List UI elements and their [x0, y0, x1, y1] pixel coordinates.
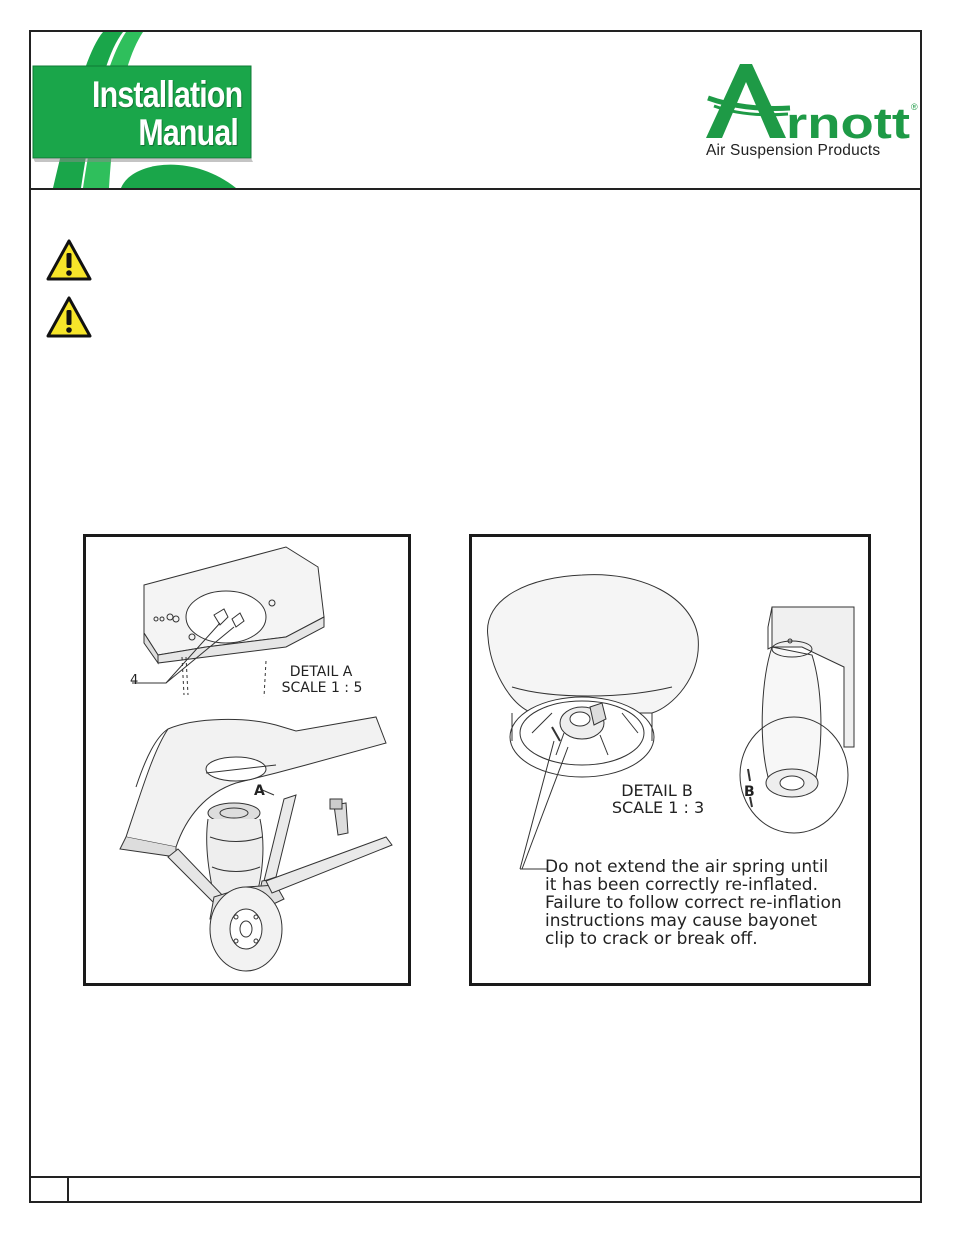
note-line: instructions may cause bayonet [545, 911, 818, 931]
header-divider [29, 188, 922, 190]
detail-b-title: DETAIL B [621, 781, 693, 800]
brand-wordmark: rnott [786, 99, 911, 148]
registered-mark: ® [911, 102, 918, 112]
rear-axle-drawing [86, 537, 408, 983]
note-line: Do not extend the air spring until [545, 857, 829, 877]
banner-title-line2: Manual [138, 112, 238, 153]
note-line: clip to crack or break off. [545, 929, 758, 949]
note-line: Failure to follow correct re-inflation [545, 893, 842, 913]
footer-page-cell [67, 1177, 69, 1203]
warning-note [545, 858, 865, 948]
banner-title-line1: Installation [92, 74, 243, 115]
view-label-b: B [744, 784, 755, 800]
footer-divider [29, 1176, 922, 1178]
view-label-a: A [254, 783, 265, 799]
figure-detail-a [83, 534, 411, 986]
detail-a-scale: SCALE 1 : 5 [281, 680, 363, 696]
callout-number: 4 [130, 673, 139, 688]
detail-a-title: DETAIL A [289, 664, 353, 680]
detail-b-scale: SCALE 1 : 3 [611, 798, 705, 817]
brand-tagline: Air Suspension Products [706, 142, 881, 159]
note-line: it has been correctly re-inflated. [545, 875, 818, 895]
warning-icon [45, 295, 93, 339]
warning-icon [45, 238, 93, 282]
